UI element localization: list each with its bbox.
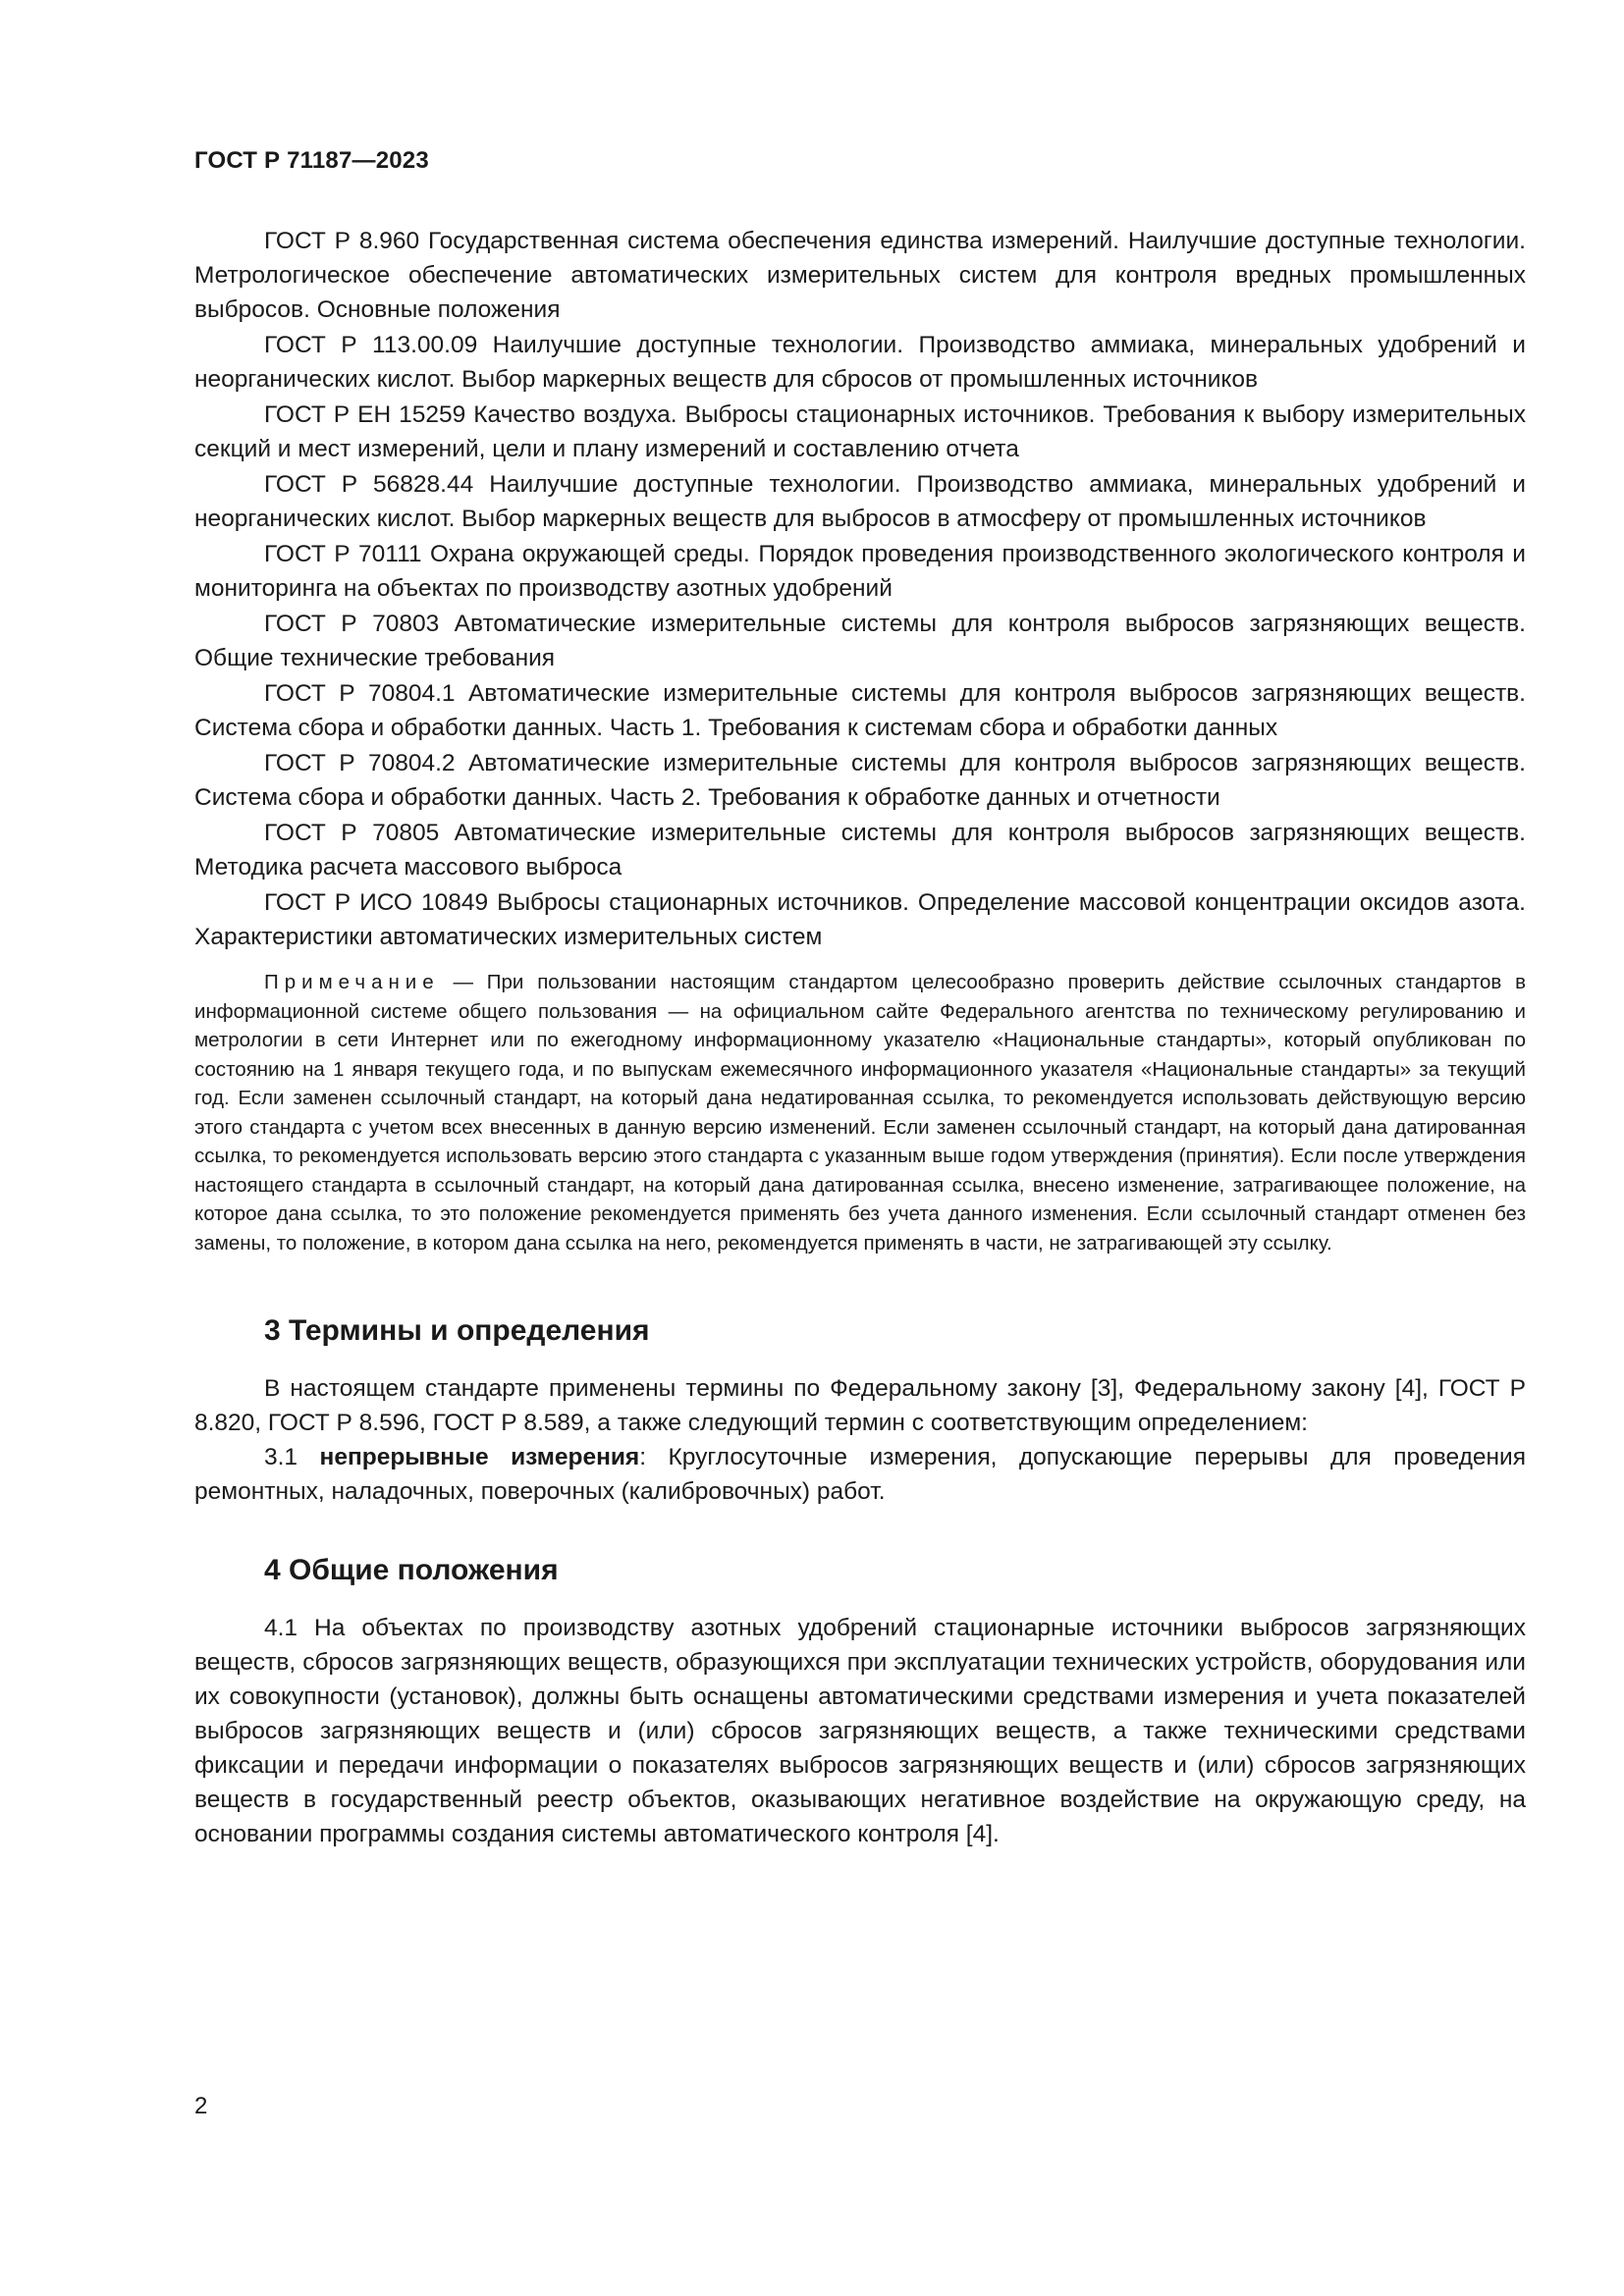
reference-item: ГОСТ Р 70804.1 Автоматические измерительные системы для контроля выбросов загрязняющих веществ. Система сбора и обработки данных. Часть 1. Требования к системам сбора и обработки данных bbox=[194, 680, 1526, 741]
page-content bbox=[194, 224, 1526, 1851]
reference-item: ГОСТ Р 113.00.09 Наилучшие доступные технологии. Производство аммиака, минеральных удобрений и неорганических кислот. Выбор маркерных веществ для сбросов от промышленных источников bbox=[194, 332, 1526, 393]
normative-references-list bbox=[194, 224, 1526, 954]
reference-item: ГОСТ Р 70803 Автоматические измерительные системы для контроля выбросов загрязняющих веществ. Общие технические требования bbox=[194, 611, 1526, 671]
reference-item: ГОСТ Р ИСО 10849 Выбросы стационарных источников. Определение массовой концентрации оксидов азота. Характеристики автоматических измерительных систем bbox=[194, 889, 1526, 950]
reference-item: ГОСТ Р 8.960 Государственная система обеспечения единства измерений. Наилучшие доступные технологии. Метрологическое обеспечение автоматических измерительных систем для контроля вредных промышленных выбросов. Основные положения bbox=[194, 228, 1526, 323]
term-number: 3.1 bbox=[264, 1444, 320, 1470]
reference-item: ГОСТ Р 70111 Охрана окружающей среды. Порядок проведения производственного экологического контроля и мониторинга на объектах по производству азотных удобрений bbox=[194, 541, 1526, 602]
section-3-heading: 3 Термины и определения bbox=[264, 1314, 650, 1347]
note-text: — При пользовании настоящим стандартом целесообразно проверить действие ссылочных стандартов в информационной системе общего пользования — на официальном сайте Федерального агентства по техническому регулированию и метрологии в сети Интернет или по ежегодному информационному указателю «Национальные стандарты», который опубликован по состоянию на 1 января текущего года, и по выпускам ежемесячного информационного указателя «Национальные стандарты» за текущий год. Если заменен ссылочный стандарт, на который дана недатированная ссылка, то рекомендуется использовать действующую версию этого стандарта с учетом всех внесенных в данную версию изменений. Если заменен ссылочный стандарт, на который дана датированная ссылка, то рекомендуется использовать версию этого стандарта с указанным выше годом утверждения (принятия). Если после утверждения настоящего стандарта в ссылочный стандарт, на который дана датированная ссылка, внесено изменение, затрагивающее положение, на которое дана ссылка, то это положение рекомендуется применять без учета данного изменения. Если ссылочный стандарт отменен без замены, то положение, в котором дана ссылка на него, рекомендуется применять в части, не затрагивающей эту ссылку. bbox=[194, 971, 1526, 1255]
term-definition-text: : Круглосуточные измерения, допускающие перерывы для проведения ремонтных, наладочных, поверочных (калибровочных) работ. bbox=[194, 1444, 1527, 1505]
section-4-heading: 4 Общие положения bbox=[264, 1554, 559, 1586]
reference-item: ГОСТ Р 70805 Автоматические измерительные системы для контроля выбросов загрязняющих веществ. Методика расчета массового выброса bbox=[194, 820, 1526, 881]
section-4-paragraph: 4.1 На объектах по производству азотных удобрений стационарные источники выбросов загрязняющих веществ, сбросов загрязняющих веществ, образующихся при эксплуатации технических устройств, оборудования или их совокупности (установок), должны быть оснащены автоматическими средствами измерения и учета показателей выбросов загрязняющих веществ и (или) сбросов загрязняющих веществ, а также техническими средствами фиксации и передачи информации о показателях выбросов загрязняющих веществ и (или) сбросов загрязняющих веществ в государственный реестр объектов, оказывающих негативное воздействие на окружающую среду, на основании программы создания системы автоматического контроля [4]. bbox=[194, 1615, 1526, 1847]
document-code-header: ГОСТ Р 71187—2023 bbox=[194, 147, 429, 174]
term-name: непрерывные измерения bbox=[319, 1444, 640, 1470]
reference-item: ГОСТ Р 56828.44 Наилучшие доступные технологии. Производство аммиака, минеральных удобрений и неорганических кислот. Выбор маркерных веществ для выбросов в атмосферу от промышленных источников bbox=[194, 471, 1526, 532]
page-number: 2 bbox=[194, 2093, 208, 2119]
note-paragraph bbox=[194, 968, 1526, 1257]
section-3-intro: В настоящем стандарте применены термины по Федеральному закону [3], Федеральному закону [4], ГОСТ Р 8.820, ГОСТ Р 8.596, ГОСТ Р 8.589, а также следующий термин с соответствующим определением: bbox=[194, 1375, 1526, 1436]
reference-item: ГОСТ Р ЕН 15259 Качество воздуха. Выбросы стационарных источников. Требования к выбору измерительных секций и мест измерений, цели и плану измерений и составлению отчета bbox=[194, 401, 1526, 462]
note-label: Примечание bbox=[264, 971, 440, 993]
reference-item: ГОСТ Р 70804.2 Автоматические измерительные системы для контроля выбросов загрязняющих веществ. Система сбора и обработки данных. Часть 2. Требования к обработке данных и отчетности bbox=[194, 750, 1526, 811]
term-definition bbox=[194, 1440, 1526, 1509]
